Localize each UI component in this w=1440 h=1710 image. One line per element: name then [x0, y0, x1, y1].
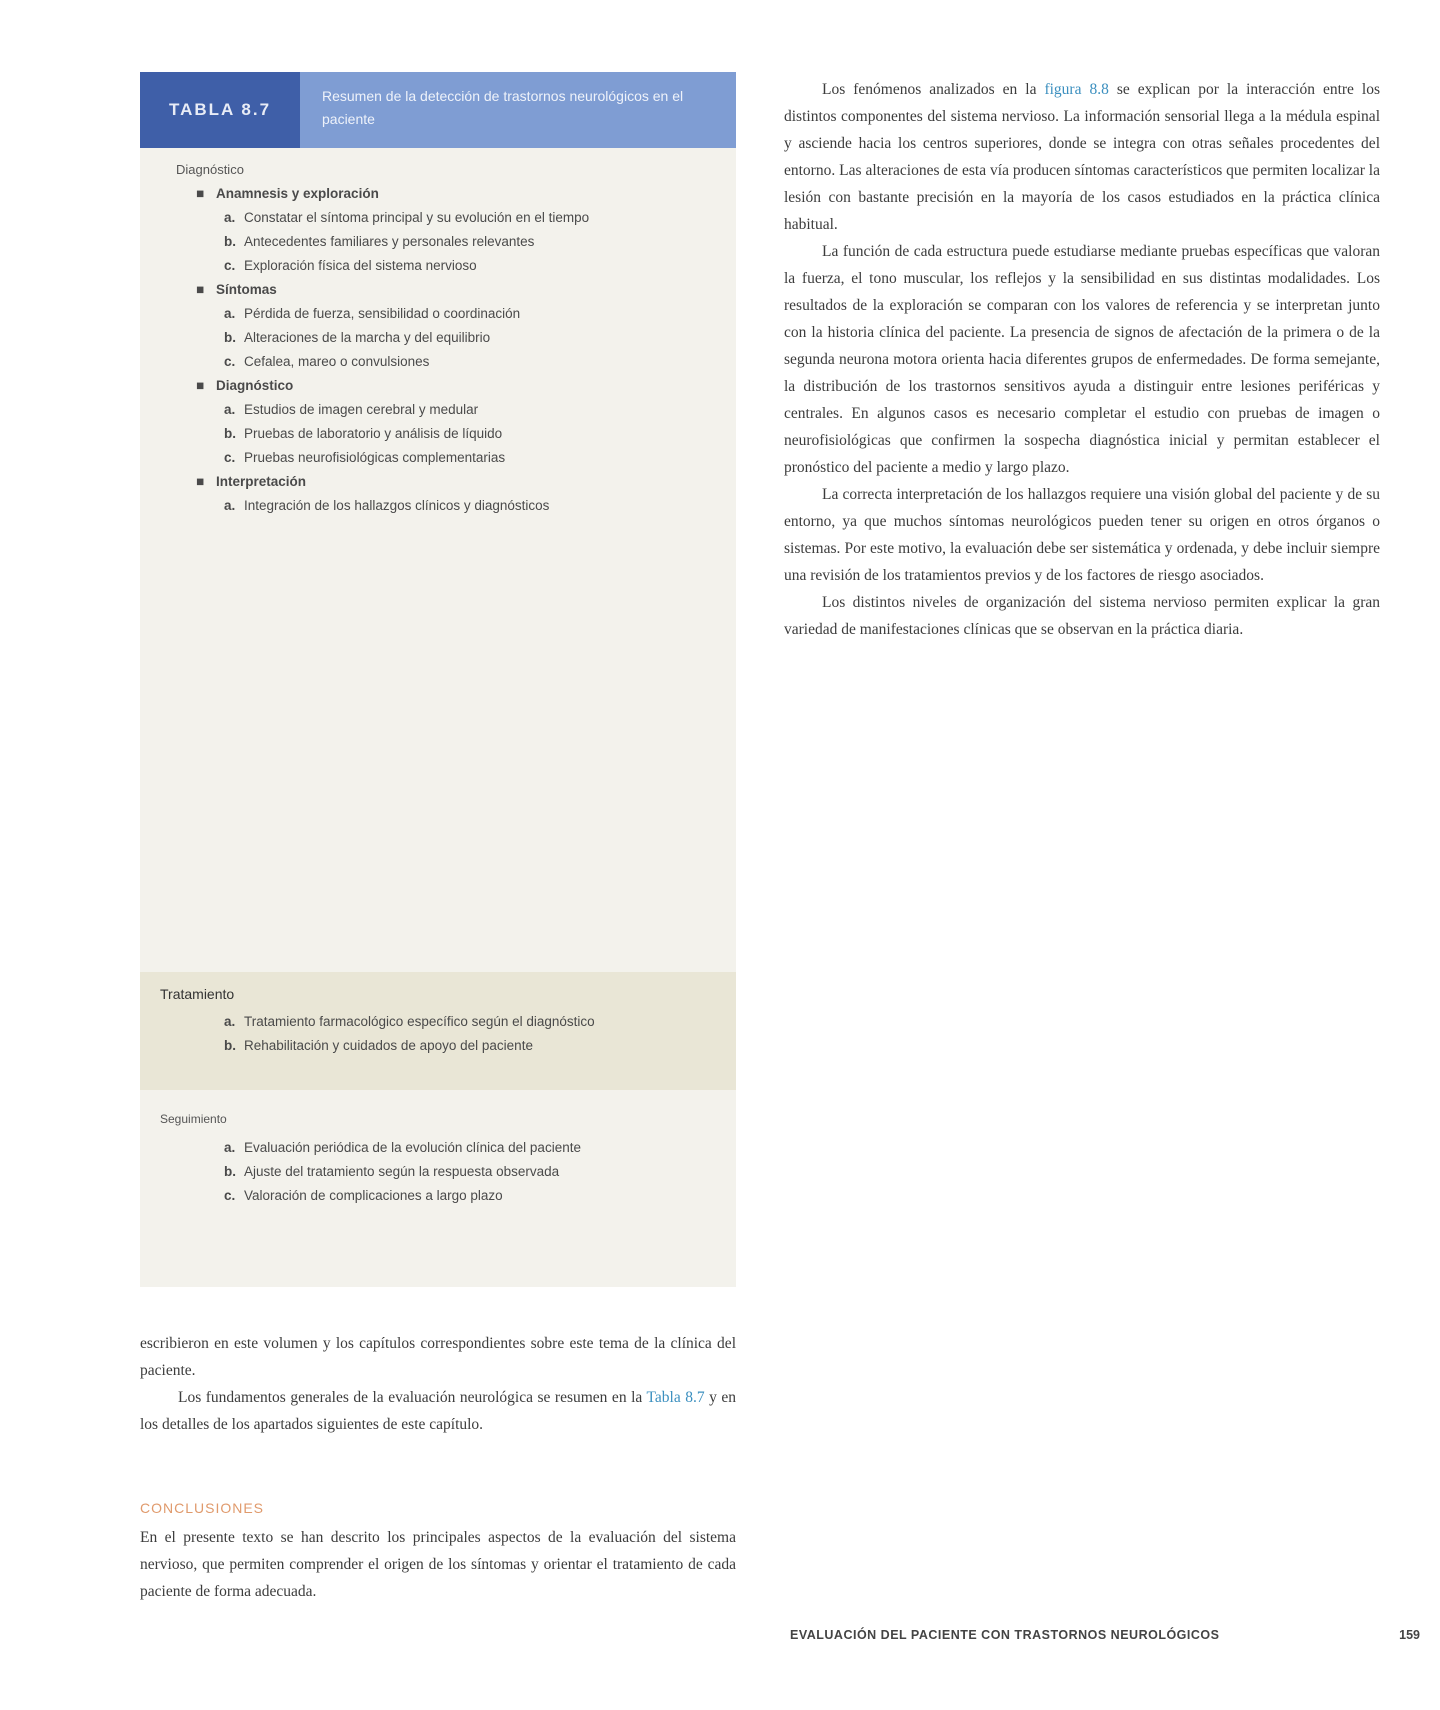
table-label: TABLA 8.7	[140, 72, 300, 148]
list-item-text: Integración de los hallazgos clínicos y diagnósticos	[244, 498, 550, 513]
summary-table	[140, 72, 736, 1287]
list-item-text: Constatar el síntoma principal y su evolución en el tiempo	[244, 210, 590, 225]
left-paragraph-2-end: y en los detalles de los apartados siguientes de este capítulo.	[140, 1389, 736, 1433]
list-item-text: Pérdida de fuerza, sensibilidad o coordinación	[244, 306, 521, 321]
right-paragraph-1-body: se explican por la interacción entre los distintos componentes del sistema nervioso. La información sensorial llega a la médula espinal y asciende hacia los centros superiores, donde se integra con otras señales procedentes del entorno. Las alteraciones de esta vía producen síntomas característicos que permiten localizar la lesión con bastante precisión en la mayoría de los casos estudiados en la práctica clínica habitual.	[784, 81, 1380, 233]
list-item	[224, 206, 716, 230]
left-paragraph-2	[140, 1384, 736, 1438]
list-marker: ■	[196, 186, 205, 201]
section-subheading: CONCLUSIONES	[140, 1500, 265, 1516]
list-item	[224, 1160, 716, 1184]
right-paragraph-1	[784, 76, 1380, 238]
list-marker: a.	[224, 1140, 236, 1155]
list-item	[224, 446, 716, 470]
treatment-section	[140, 972, 736, 1090]
list-marker: a.	[224, 210, 236, 225]
list-item-text: Exploración física del sistema nervioso	[244, 258, 477, 273]
list-marker: a.	[224, 306, 236, 321]
list-item	[224, 1136, 716, 1160]
list-marker: ■	[196, 378, 205, 393]
list-marker: a.	[224, 1014, 236, 1029]
list-marker: ■	[196, 282, 205, 297]
table-title: Resumen de la detección de trastornos neurológicos en el paciente	[300, 72, 736, 148]
list-marker: b.	[224, 1164, 236, 1179]
page-footer	[790, 1628, 1420, 1652]
list-marker: b.	[224, 1038, 236, 1053]
list-item-text: Pruebas neurofisiológicas complementarias	[244, 450, 506, 465]
list-marker: b.	[224, 330, 236, 345]
list-item	[224, 1010, 716, 1034]
left-paragraph-1: escribieron en este volumen y los capítulos correspondientes sobre este tema de la clínica del paciente.	[140, 1335, 736, 1379]
list-item	[224, 254, 716, 278]
list-item-text: Síntomas	[216, 282, 277, 297]
list-item-text: Tratamiento farmacológico específico según el diagnóstico	[244, 1014, 595, 1029]
list-marker: a.	[224, 402, 236, 417]
list-item	[196, 182, 716, 206]
list-item	[196, 278, 716, 302]
list-item	[224, 398, 716, 422]
list-item	[224, 230, 716, 254]
follow-list	[196, 1136, 716, 1208]
treatment-section-title: Tratamiento	[160, 986, 235, 1002]
list-item-text: Ajuste del tratamiento según la respuesta observada	[244, 1164, 560, 1179]
right-paragraph-4: Los distintos niveles de organización del sistema nervioso permiten explicar la gran variedad de manifestaciones clínicas que se observan en la práctica diaria.	[784, 594, 1380, 638]
figure-reference-link[interactable]: figura 8.8	[1044, 81, 1109, 98]
right-paragraph-1-start: Los fenómenos analizados en la	[822, 81, 1037, 98]
list-item	[224, 1034, 716, 1058]
left-paragraph-2-text: Los fundamentos generales de la evaluación neurológica se resumen en la	[178, 1389, 643, 1406]
left-body-text	[140, 1330, 736, 1438]
list-item-text: Rehabilitación y cuidados de apoyo del paciente	[244, 1038, 533, 1053]
list-item-text: Estudios de imagen cerebral y medular	[244, 402, 479, 417]
list-item	[196, 374, 716, 398]
list-item	[224, 302, 716, 326]
list-item	[224, 422, 716, 446]
list-marker: b.	[224, 426, 236, 441]
right-body-text	[784, 76, 1380, 643]
running-footer: EVALUACIÓN DEL PACIENTE CON TRASTORNOS NEUROLÓGICOS	[790, 1628, 1220, 1642]
list-item-text: Anamnesis y exploración	[216, 186, 379, 201]
list-marker: a.	[224, 498, 236, 513]
page-number: 159	[1399, 1628, 1420, 1642]
treatment-list	[196, 1010, 716, 1058]
left-paragraph-3: En el presente texto se han descrito los principales aspectos de la evaluación del sistema nervioso, que permiten comprender el origen de los síntomas y orientar el tratamiento de cada paciente de forma adecuada.	[140, 1529, 736, 1600]
list-marker: c.	[224, 450, 236, 465]
list-item	[224, 494, 716, 518]
list-marker: ■	[196, 474, 205, 489]
left-body-text-2	[140, 1524, 736, 1605]
right-paragraph-3: La correcta interpretación de los hallazgos requiere una visión global del paciente y de su entorno, ya que muchos síntomas neurológicos pueden tener su origen en otros órganos o sistemas. Por este motivo, la evaluación debe ser sistemática y ordenada, y debe incluir siempre una revisión de los tratamientos previos y de los factores de riesgo asociados.	[784, 486, 1380, 584]
list-item	[224, 1184, 716, 1208]
table-header	[140, 72, 736, 148]
diagnosis-section-title: Diagnóstico	[176, 162, 244, 177]
follow-section-title: Seguimiento	[160, 1112, 227, 1126]
list-item-text: Diagnóstico	[216, 378, 294, 393]
list-marker: c.	[224, 258, 236, 273]
list-item-text: Interpretación	[216, 474, 307, 489]
list-item-text: Valoración de complicaciones a largo plazo	[244, 1188, 503, 1203]
list-item-text: Pruebas de laboratorio y análisis de líquido	[244, 426, 503, 441]
list-item	[224, 326, 716, 350]
list-item-text: Cefalea, mareo o convulsiones	[244, 354, 430, 369]
list-item-text: Alteraciones de la marcha y del equilibrio	[244, 330, 491, 345]
list-item-text: Evaluación periódica de la evolución clínica del paciente	[244, 1140, 581, 1155]
list-marker: b.	[224, 234, 236, 249]
diagnosis-list	[196, 182, 716, 518]
table-reference-link[interactable]: Tabla 8.7	[646, 1389, 705, 1406]
list-item-text: Antecedentes familiares y personales relevantes	[244, 234, 535, 249]
list-item	[196, 470, 716, 494]
list-marker: c.	[224, 1188, 236, 1203]
list-item	[224, 350, 716, 374]
right-paragraph-2: La función de cada estructura puede estudiarse mediante pruebas específicas que valoran la fuerza, el tono muscular, los reflejos y la sensibilidad en sus distintas modalidades. Los resultados de la exploración se comparan con los valores de referencia y se interpretan junto con la historia clínica del paciente. La presencia de signos de afectación de la primera o de la segunda neurona motora orienta hacia diferentes grupos de enfermedades. De forma semejante, la distribución de los trastornos sensitivos ayuda a distinguir entre lesiones periféricas y centrales. En algunos casos es necesario completar el estudio con pruebas de imagen o neurofisiológicas que confirmen la sospecha diagnóstica inicial y permitan establecer el pronóstico del paciente a medio y largo plazo.	[784, 243, 1380, 476]
list-marker: c.	[224, 354, 236, 369]
